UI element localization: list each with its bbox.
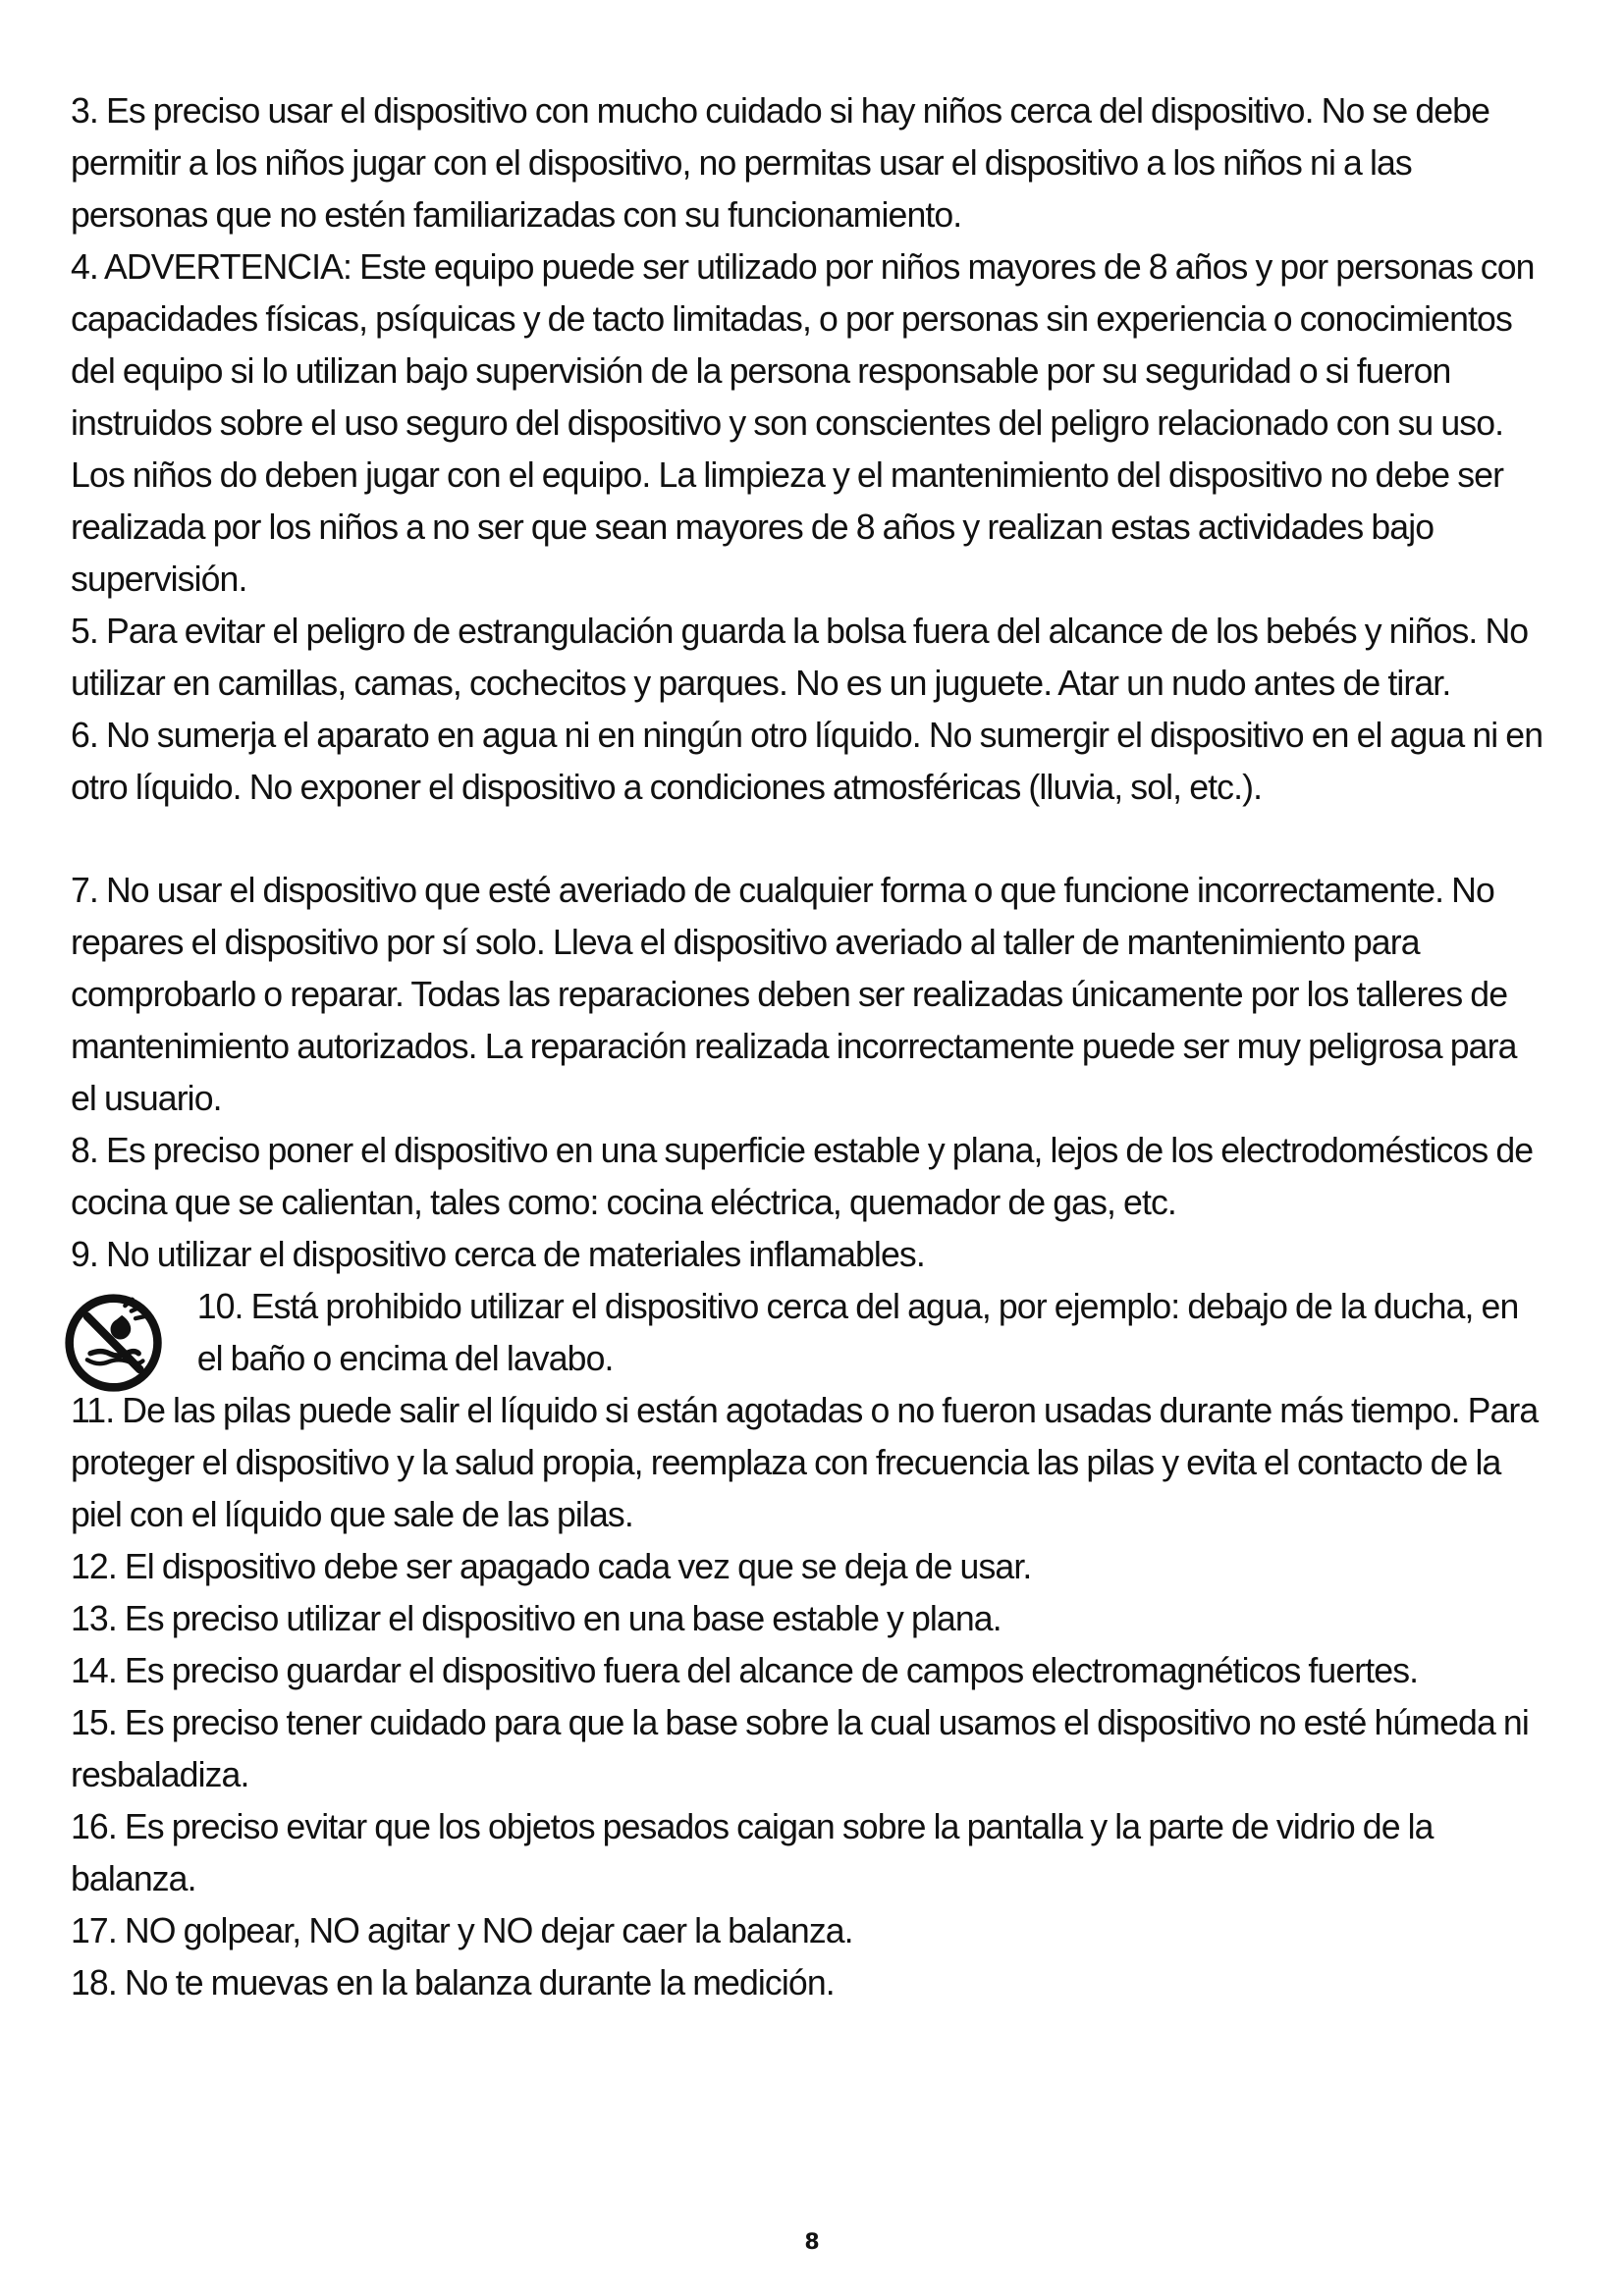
instruction-12: 12. El dispositivo debe ser apagado cada vez que se deja de usar.: [71, 1546, 1032, 1586]
page-number: 8: [804, 2230, 820, 2255]
instruction-6: 6. No sumerja el aparato en agua ni en ningún otro líquido. No sumergir el dispositivo en el agua ni en otro líquido. No exponer el dispositivo a condiciones atmosféricas (lluvia, sol, etc.).: [71, 715, 1543, 807]
instruction-9: 9. No utilizar el dispositivo cerca de materiales inflamables.: [71, 1234, 925, 1274]
instruction-17: 17. NO golpear, NO agitar y NO dejar caer la balanza.: [71, 1910, 853, 1950]
instruction-4: 4. ADVERTENCIA: Este equipo puede ser utilizado por niños mayores de 8 años y por personas con capacidades físicas, psíquicas y de tacto limitadas, o por personas sin experiencia o conocimientos del equipo si lo utilizan bajo supervisión de la persona responsable por su seguridad o si fueron instruidos sobre el uso seguro del dispositivo y son conscientes del peligro relacionado con su uso. Los niños do deben jugar con el equipo. La limpieza y el mantenimiento del dispositivo no debe ser realizada por los niños a no ser que sean mayores de 8 años y realizan estas actividades bajo supervisión.: [71, 246, 1535, 599]
instruction-10: 10. Está prohibido utilizar el dispositivo cerca del agua, por ejemplo: debajo de la ducha, en el baño o encima del lavabo.: [196, 1286, 1519, 1378]
instruction-5: 5. Para evitar el peligro de estrangulación guarda la bolsa fuera del alcance de los bebés y niños. No utilizar en camillas, camas, cochecitos y parques. No es un juguete. Atar un nudo antes de tirar.: [71, 611, 1529, 703]
instruction-10-block: [71, 1280, 1548, 1384]
instruction-8: 8. Es preciso poner el dispositivo en una superficie estable y plana, lejos de los electrodomésticos de cocina que se calientan, tales como: cocina eléctrica, quemador de gas, etc.: [71, 1130, 1534, 1222]
instruction-16: 16. Es preciso evitar que los objetos pesados caigan sobre la pantalla y la parte de vidrio de la balanza.: [71, 1806, 1434, 1898]
instruction-15: 15. Es preciso tener cuidado para que la base sobre la cual usamos el dispositivo no esté húmeda ni resbaladiza.: [71, 1702, 1529, 1794]
instruction-18: 18. No te muevas en la balanza durante la medición.: [71, 1962, 835, 2002]
safety-instructions-list: [71, 84, 1548, 2008]
instruction-3: 3. Es preciso usar el dispositivo con mucho cuidado si hay niños cerca del dispositivo. No se debe permitir a los niños jugar con el dispositivo, no permitas usar el dispositivo a los niños ni a las personas que no estén familiarizadas con su funcionamiento.: [71, 90, 1490, 235]
instruction-7: 7. No usar el dispositivo que esté averiado de cualquier forma o que funcione incorrectamente. No repares el dispositivo por sí solo. Lleva el dispositivo averiado al taller de mantenimiento para comprobarlo o reparar. Todas las reparaciones deben ser realizadas únicamente por los talleres de mantenimiento autorizados. La reparación realizada incorrectamente puede ser muy peligrosa para el usuario.: [71, 870, 1517, 1118]
no-water-use-icon: [61, 1290, 166, 1396]
instruction-11: 11. De las pilas puede salir el líquido si están agotadas o no fueron usadas durante más tiempo. Para proteger el dispositivo y la salud propia, reemplaza con frecuencia las pilas y evita el contacto de la piel con el líquido que sale de las pilas.: [71, 1390, 1539, 1534]
instruction-13: 13. Es preciso utilizar el dispositivo en una base estable y plana.: [71, 1598, 1001, 1638]
instruction-14: 14. Es preciso guardar el dispositivo fuera del alcance de campos electromagnéticos fuertes.: [71, 1650, 1419, 1690]
